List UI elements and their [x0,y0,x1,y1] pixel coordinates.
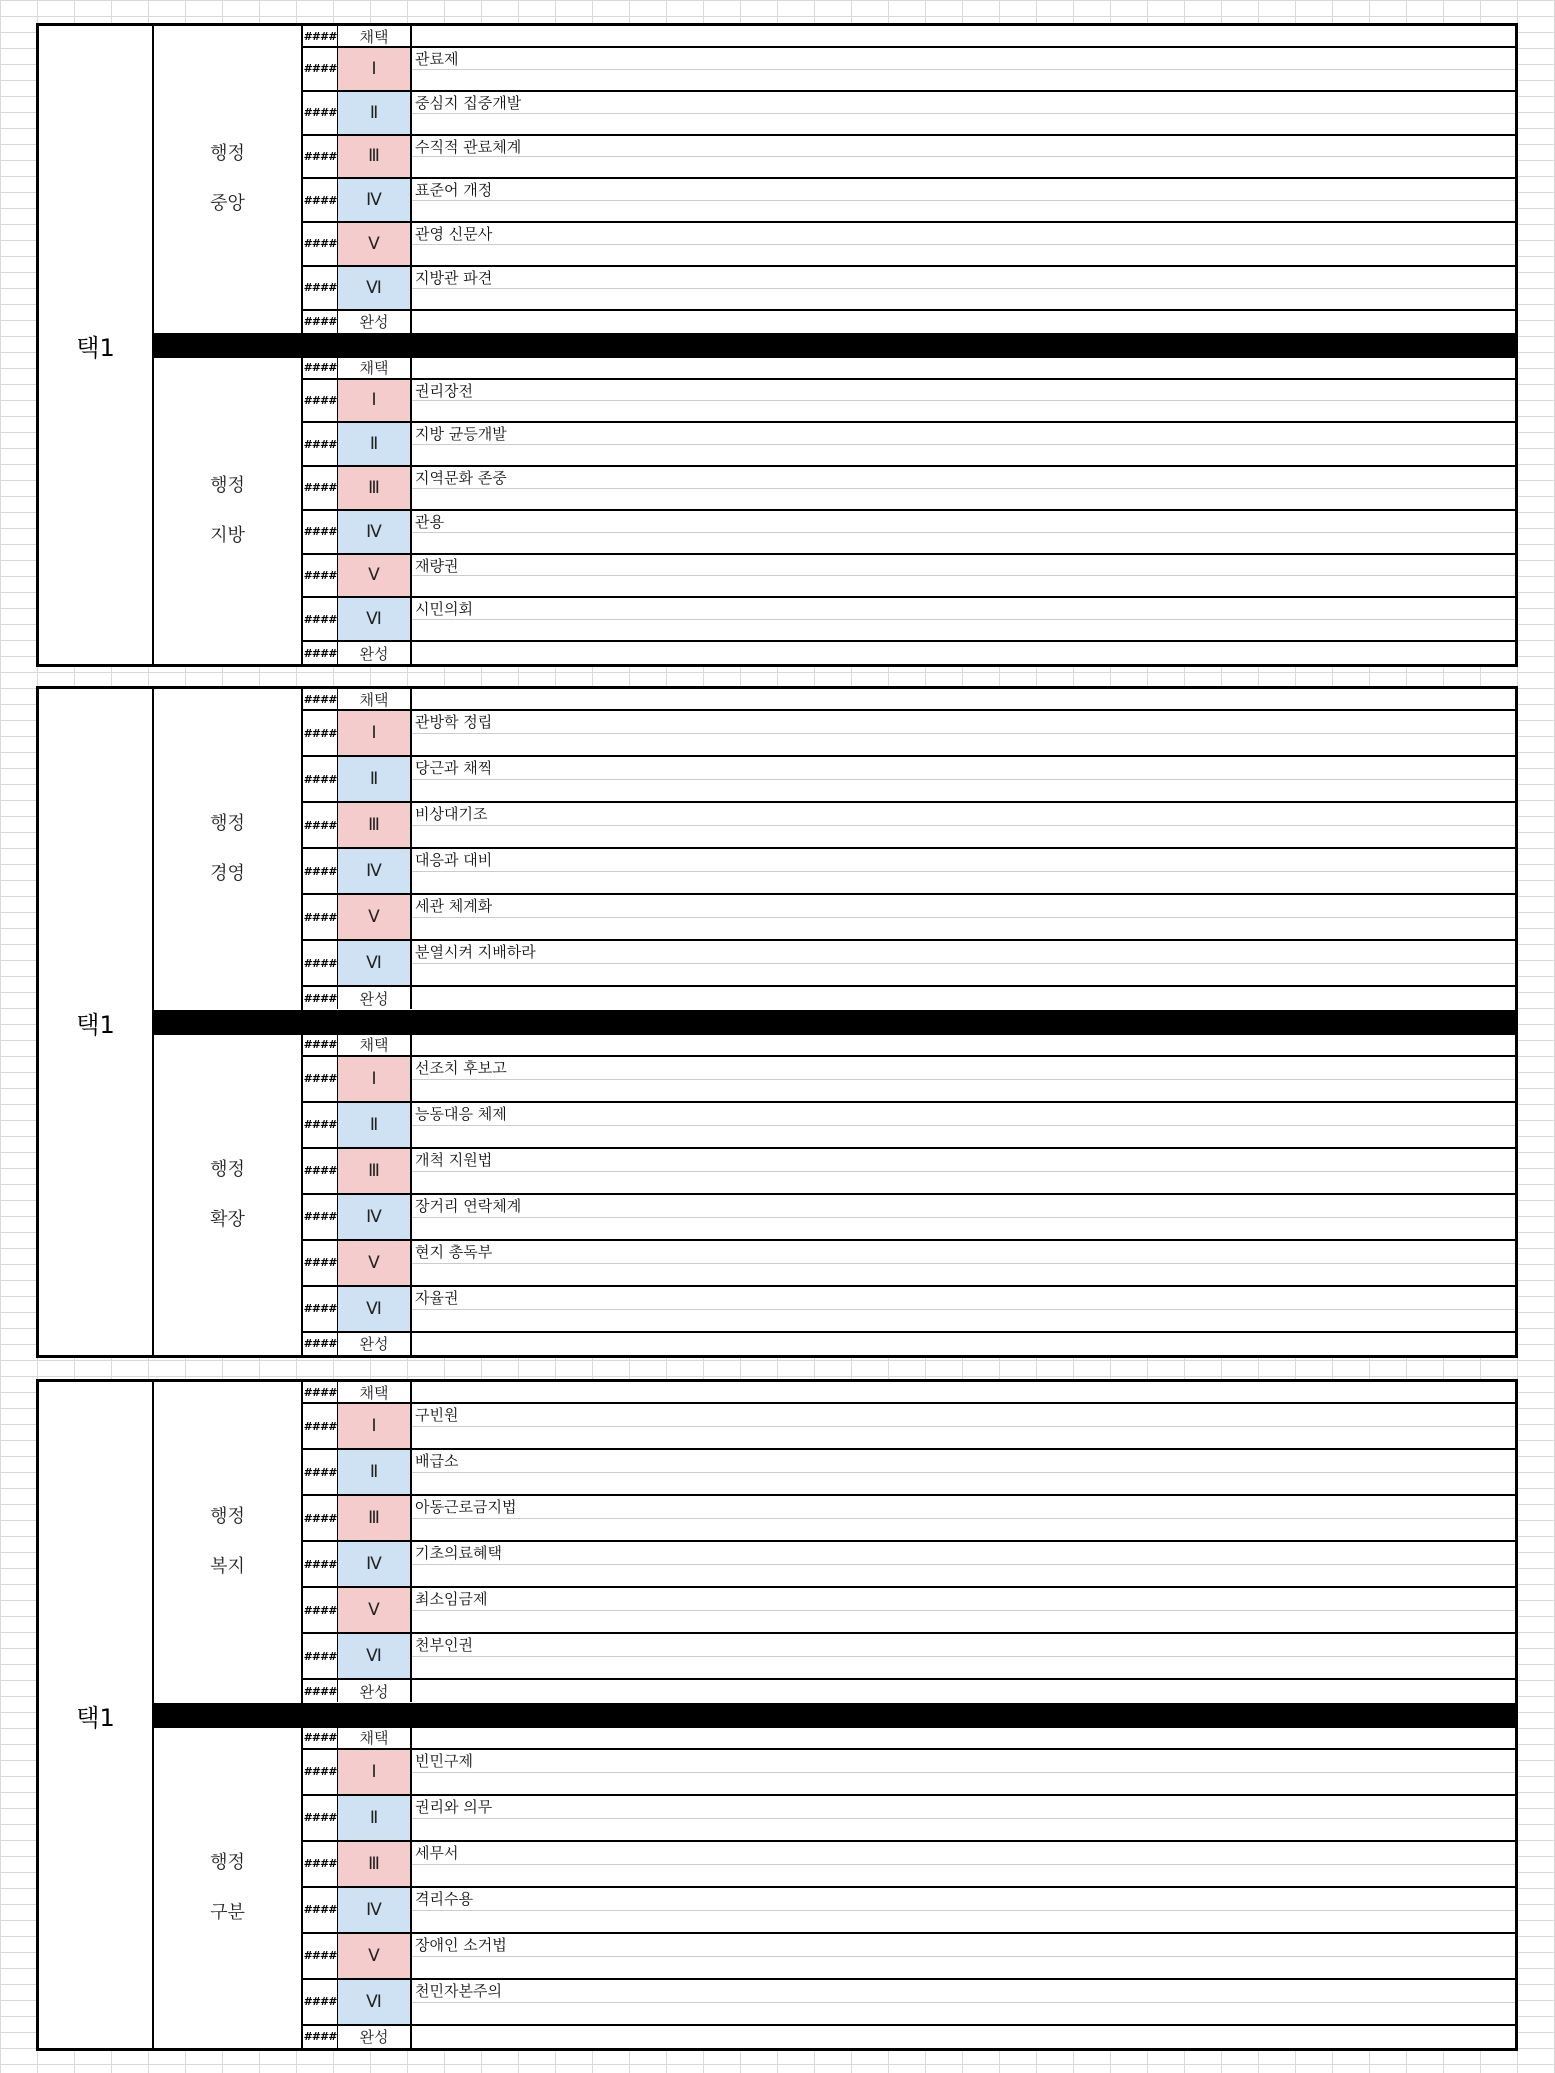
hash-cell: #### [303,1980,338,2024]
adopt-row[interactable] [303,1035,1515,1057]
hash-cell: #### [303,642,338,664]
empty-cell[interactable] [412,1382,1515,1402]
tier-numeral: Ⅵ [338,598,412,640]
category-label [154,689,303,1010]
tier-numeral: Ⅵ [338,1287,412,1331]
policy-name[interactable]: 배급소 [412,1450,1515,1494]
empty-cell[interactable] [412,1333,1515,1355]
tier-numeral: Ⅲ [338,1842,412,1886]
policy-row[interactable] [303,223,1515,267]
complete-row[interactable] [303,311,1515,333]
empty-cell[interactable] [412,1035,1515,1055]
tier-numeral: Ⅳ [338,1195,412,1239]
section-divider [154,1010,1515,1035]
hash-cell: #### [303,136,338,178]
policy-name[interactable]: 지방관 파견 [412,267,1515,309]
policy-rows [303,689,1515,1010]
tier-numeral: Ⅳ [338,849,412,893]
category-label [154,1035,303,1356]
tier-numeral: Ⅰ [338,1057,412,1101]
policy-name[interactable]: 시민의회 [412,598,1515,640]
policy-row[interactable] [303,1057,1515,1103]
policy-row[interactable] [303,380,1515,424]
hash-cell: #### [303,1103,338,1147]
hash-cell: #### [303,689,338,709]
category-line-1: 행정 [210,813,245,835]
tier-numeral: Ⅳ [338,1542,412,1586]
category-line-1: 행정 [210,143,245,165]
policy-rows [303,26,1515,333]
tier-numeral: Ⅴ [338,1934,412,1978]
complete-row[interactable] [303,1680,1515,1702]
policy-row[interactable] [303,48,1515,92]
policy-row[interactable] [303,803,1515,849]
tier-numeral: Ⅱ [338,1796,412,1840]
complete-label: 완성 [338,987,412,1009]
category-line-1: 행정 [210,474,245,496]
tier-numeral: Ⅰ [338,380,412,422]
empty-cell[interactable] [412,311,1515,333]
policy-name[interactable]: 관방학 정립 [412,711,1515,755]
policy-name[interactable]: 재량권 [412,555,1515,597]
policy-row[interactable] [303,1241,1515,1287]
tier-numeral: Ⅲ [338,1496,412,1540]
hash-cell: #### [303,803,338,847]
policy-rows [303,1728,1515,2049]
tier-numeral: Ⅲ [338,467,412,509]
choice-group-3 [36,1379,1518,2051]
policy-name[interactable]: 세무서 [412,1842,1515,1886]
category-label [154,358,303,665]
hash-cell: #### [303,1634,338,1678]
hash-cell: #### [303,2026,338,2048]
complete-row[interactable] [303,642,1515,664]
policy-row[interactable] [303,467,1515,511]
policy-row[interactable] [303,598,1515,642]
tier-numeral: Ⅰ [338,1404,412,1448]
policy-name[interactable]: 기초의료혜택 [412,1542,1515,1586]
policy-row[interactable] [303,1149,1515,1195]
tier-numeral: Ⅵ [338,267,412,309]
category-line-2: 경영 [210,863,245,885]
adopt-label: 채택 [338,1382,412,1402]
hash-cell: #### [303,711,338,755]
adopt-row[interactable] [303,26,1515,48]
category-label [154,1382,303,1703]
section-admin-central [154,26,1515,333]
empty-cell[interactable] [412,689,1515,709]
section-divider [154,1703,1515,1728]
category-line-2: 확장 [210,1208,245,1230]
hash-cell: #### [303,267,338,309]
hash-cell: #### [303,380,338,422]
policy-name[interactable]: 장애인 소거법 [412,1934,1515,1978]
tier-numeral: Ⅰ [338,1750,412,1794]
hash-cell: #### [303,1404,338,1448]
adopt-label: 채택 [338,689,412,709]
hash-cell: #### [303,511,338,553]
policy-row[interactable] [303,1634,1515,1680]
policy-name[interactable]: 지방 균등개발 [412,423,1515,465]
hash-cell: #### [303,1241,338,1285]
hash-cell: #### [303,1888,338,1932]
tier-numeral: Ⅰ [338,711,412,755]
hash-cell: #### [303,598,338,640]
hash-cell: #### [303,311,338,333]
hash-cell: #### [303,1333,338,1355]
tier-numeral: Ⅵ [338,1980,412,2024]
adopt-row[interactable] [303,358,1515,380]
policy-name[interactable]: 관영 신문사 [412,223,1515,265]
hash-cell: #### [303,1842,338,1886]
policy-row[interactable] [303,92,1515,136]
hash-cell: #### [303,1750,338,1794]
pick-one-label: 택1 [39,689,154,1355]
hash-cell: #### [303,1195,338,1239]
policy-row[interactable] [303,1404,1515,1450]
hash-cell: #### [303,757,338,801]
policy-name[interactable]: 격리수용 [412,1888,1515,1932]
complete-label: 완성 [338,2026,412,2048]
policy-row[interactable] [303,711,1515,757]
tier-numeral: Ⅲ [338,136,412,178]
tier-numeral: Ⅱ [338,423,412,465]
policy-name[interactable]: 구빈원 [412,1404,1515,1448]
policy-name[interactable]: 개척 지원법 [412,1149,1515,1193]
policy-row[interactable] [303,179,1515,223]
policy-name[interactable]: 비상대기조 [412,803,1515,847]
policy-name[interactable]: 능동대응 체제 [412,1103,1515,1147]
tier-numeral: Ⅴ [338,223,412,265]
empty-cell[interactable] [412,987,1515,1009]
policy-rows [303,1035,1515,1356]
hash-cell: #### [303,358,338,378]
policy-name[interactable]: 관용 [412,511,1515,553]
category-label [154,1728,303,2049]
choice-group-2 [36,686,1518,1358]
hash-cell: #### [303,223,338,265]
policy-name[interactable]: 당근과 채찍 [412,757,1515,801]
tier-numeral: Ⅴ [338,1588,412,1632]
tier-numeral: Ⅵ [338,1634,412,1678]
hash-cell: #### [303,849,338,893]
policy-name[interactable]: 빈민구제 [412,1750,1515,1794]
policy-row[interactable] [303,1103,1515,1149]
policy-row[interactable] [303,1542,1515,1588]
tier-numeral: Ⅱ [338,1450,412,1494]
choice-group-1 [36,23,1518,667]
policy-name[interactable]: 세관 체계화 [412,895,1515,939]
adopt-row[interactable] [303,1382,1515,1404]
policy-row[interactable] [303,511,1515,555]
pick-one-label: 택1 [39,26,154,664]
policy-name[interactable]: 아동근로금지법 [412,1496,1515,1540]
hash-cell: #### [303,987,338,1009]
hash-cell: #### [303,1680,338,1702]
policy-row[interactable] [303,1934,1515,1980]
policy-name[interactable]: 권리장전 [412,380,1515,422]
hash-cell: #### [303,1496,338,1540]
policy-row[interactable] [303,136,1515,180]
hash-cell: #### [303,1450,338,1494]
category-label [154,26,303,333]
category-line-2: 중앙 [210,193,245,215]
policy-row[interactable] [303,1588,1515,1634]
policy-row[interactable] [303,555,1515,599]
empty-cell[interactable] [412,1680,1515,1702]
hash-cell: #### [303,555,338,597]
policy-row[interactable] [303,1287,1515,1333]
tier-numeral: Ⅴ [338,895,412,939]
empty-cell[interactable] [412,1728,1515,1748]
tier-numeral: Ⅳ [338,179,412,221]
tier-numeral: Ⅴ [338,555,412,597]
complete-label: 완성 [338,642,412,664]
policy-name[interactable]: 표준어 개정 [412,179,1515,221]
policy-row[interactable] [303,895,1515,941]
hash-cell: #### [303,1287,338,1331]
complete-label: 완성 [338,1333,412,1355]
tier-numeral: Ⅰ [338,48,412,90]
policy-row[interactable] [303,1980,1515,2026]
policy-row[interactable] [303,1750,1515,1796]
policy-name[interactable]: 지역문화 존중 [412,467,1515,509]
empty-cell[interactable] [412,358,1515,378]
policy-name[interactable]: 관료제 [412,48,1515,90]
tier-numeral: Ⅳ [338,511,412,553]
empty-cell[interactable] [412,2026,1515,2048]
hash-cell: #### [303,92,338,134]
category-line-1: 행정 [210,1158,245,1180]
hash-cell: #### [303,1057,338,1101]
category-line-2: 지방 [210,524,245,546]
policy-name[interactable]: 수직적 관료체계 [412,136,1515,178]
policy-name[interactable]: 천부인권 [412,1634,1515,1678]
pick-one-label: 택1 [39,1382,154,2048]
policy-name[interactable]: 장거리 연락체계 [412,1195,1515,1239]
policy-row[interactable] [303,757,1515,803]
hash-cell: #### [303,1035,338,1055]
hash-cell: #### [303,1382,338,1402]
policy-row[interactable] [303,1796,1515,1842]
policy-name[interactable]: 현지 총독부 [412,1241,1515,1285]
complete-row[interactable] [303,1333,1515,1355]
tier-numeral: Ⅱ [338,92,412,134]
hash-cell: #### [303,1149,338,1193]
hash-cell: #### [303,1796,338,1840]
policy-row[interactable] [303,1842,1515,1888]
complete-label: 완성 [338,1680,412,1702]
tier-numeral: Ⅵ [338,941,412,985]
hash-cell: #### [303,48,338,90]
adopt-row[interactable] [303,689,1515,711]
policy-rows [303,358,1515,665]
policy-name[interactable]: 분열시켜 지배하라 [412,941,1515,985]
group-body [154,26,1515,664]
hash-cell: #### [303,423,338,465]
tier-numeral: Ⅲ [338,803,412,847]
section-admin-expansion [154,1035,1515,1356]
policy-row[interactable] [303,1450,1515,1496]
hash-cell: #### [303,1588,338,1632]
policy-name[interactable]: 최소임금제 [412,1588,1515,1632]
tier-numeral: Ⅱ [338,757,412,801]
category-line-2: 구분 [210,1901,245,1923]
hash-cell: #### [303,179,338,221]
group-body [154,1382,1515,2048]
section-admin-local [154,358,1515,665]
policy-row[interactable] [303,423,1515,467]
hash-cell: #### [303,941,338,985]
section-admin-division [154,1728,1515,2049]
complete-label: 완성 [338,311,412,333]
policy-name[interactable]: 천민자본주의 [412,1980,1515,2024]
empty-cell[interactable] [412,26,1515,46]
complete-row[interactable] [303,2026,1515,2048]
hash-cell: #### [303,467,338,509]
hash-cell: #### [303,1728,338,1748]
policy-name[interactable]: 중심지 집중개발 [412,92,1515,134]
complete-row[interactable] [303,987,1515,1009]
category-line-1: 행정 [210,1851,245,1873]
hash-cell: #### [303,1542,338,1586]
hash-cell: #### [303,1934,338,1978]
tier-numeral: Ⅱ [338,1103,412,1147]
policy-row[interactable] [303,1195,1515,1241]
adopt-label: 채택 [338,358,412,378]
tier-numeral: Ⅴ [338,1241,412,1285]
adopt-label: 채택 [338,1035,412,1055]
policy-row[interactable] [303,1496,1515,1542]
adopt-row[interactable] [303,1728,1515,1750]
policy-rows [303,1382,1515,1703]
tier-numeral: Ⅳ [338,1888,412,1932]
adopt-label: 채택 [338,26,412,46]
policy-row[interactable] [303,849,1515,895]
hash-cell: #### [303,26,338,46]
category-line-1: 행정 [210,1506,245,1528]
hash-cell: #### [303,895,338,939]
category-line-2: 복지 [210,1556,245,1578]
section-admin-welfare [154,1382,1515,1703]
policy-name[interactable]: 자율권 [412,1287,1515,1331]
policy-name[interactable]: 대응과 대비 [412,849,1515,893]
group-body [154,689,1515,1355]
policy-row[interactable] [303,1888,1515,1934]
policy-name[interactable]: 권리와 의무 [412,1796,1515,1840]
empty-cell[interactable] [412,642,1515,664]
policy-row[interactable] [303,941,1515,987]
policy-row[interactable] [303,267,1515,311]
section-admin-management [154,689,1515,1010]
tier-numeral: Ⅲ [338,1149,412,1193]
adopt-label: 채택 [338,1728,412,1748]
section-divider [154,333,1515,358]
policy-name[interactable]: 선조치 후보고 [412,1057,1515,1101]
